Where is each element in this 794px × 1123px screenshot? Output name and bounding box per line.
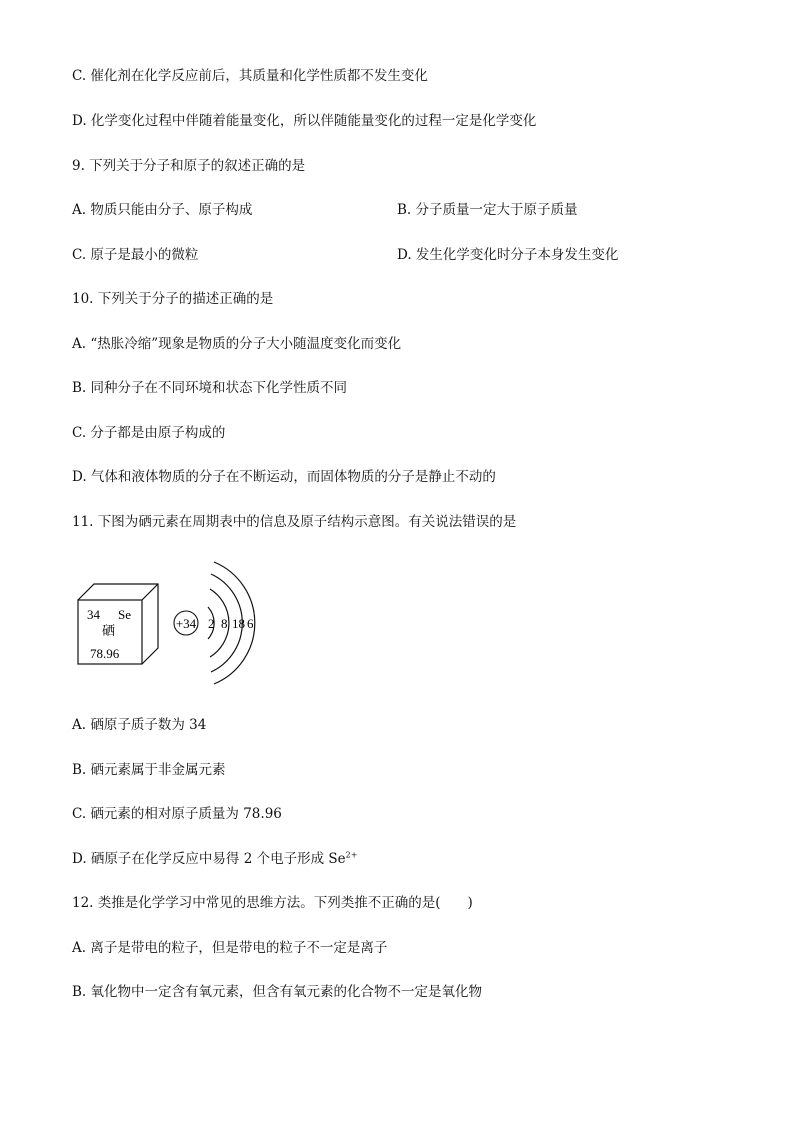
q11-option-c: C. 硒元素的相对原子质量为 78.96	[72, 806, 282, 822]
shell-4-count: 6	[247, 616, 254, 631]
q12-option-a: A. 离子是带电的粒子，但是带电的粒子不一定是离子	[72, 940, 388, 956]
q10-option-c: C. 分子都是由原子构成的	[72, 425, 226, 441]
shell-2-count: 8	[221, 616, 228, 631]
q11-option-d	[72, 850, 357, 868]
q9-option-d: D. 发生化学变化时分子本身发生变化	[397, 247, 619, 263]
q12-option-b: B. 氧化物中一定含有氧元素，但含有氧元素的化合物不一定是氧化物	[72, 984, 483, 1000]
q10-stem: 10. 下列关于分子的描述正确的是	[72, 291, 274, 307]
q11-option-a: A. 硒原子质子数为 34	[72, 717, 207, 733]
element-symbol: Se	[118, 607, 131, 622]
q11-stem: 11. 下图为硒元素在周期表中的信息及原子结构示意图。有关说法错误的是	[72, 514, 517, 530]
nucleus-charge: +34	[175, 616, 197, 631]
q10-option-b: B. 同种分子在不同环境和状态下化学性质不同	[72, 380, 348, 396]
selenium-figure	[74, 560, 264, 690]
shell-1-count: 2	[208, 616, 215, 631]
q9-option-a: A. 物质只能由分子、原子构成	[72, 202, 253, 218]
atomic-mass: 78.96	[90, 646, 120, 661]
q11-option-d-text: D. 硒原子在化学反应中易得 2 个电子形成 Se	[72, 851, 346, 867]
element-name: 硒	[102, 623, 116, 638]
q9-stem: 9. 下列关于分子和原子的叙述正确的是	[72, 158, 306, 174]
atomic-number: 34	[87, 607, 100, 622]
q11-option-d-superscript: 2+	[345, 850, 358, 860]
q12-stem: 12. 类推是化学学习中常见的思维方法。下列类推不正确的是( )	[72, 895, 473, 911]
q8-option-d: D. 化学变化过程中伴随着能量变化，所以伴随能量变化的过程一定是化学变化	[72, 113, 537, 129]
q10-option-d: D. 气体和液体物质的分子在不断运动，而固体物质的分子是静止不动的	[72, 469, 496, 485]
shell-3-count: 18	[232, 616, 245, 631]
q8-option-c: C. 催化剂在化学反应前后，其质量和化学性质都不发生变化	[72, 68, 428, 84]
q9-option-b: B. 分子质量一定大于原子质量	[397, 202, 578, 218]
q11-option-b: B. 硒元素属于非金属元素	[72, 762, 226, 778]
q10-option-a: A. “热胀冷缩”现象是物质的分子大小随温度变化而变化	[72, 336, 402, 352]
q9-option-c: C. 原子是最小的微粒	[72, 247, 199, 263]
